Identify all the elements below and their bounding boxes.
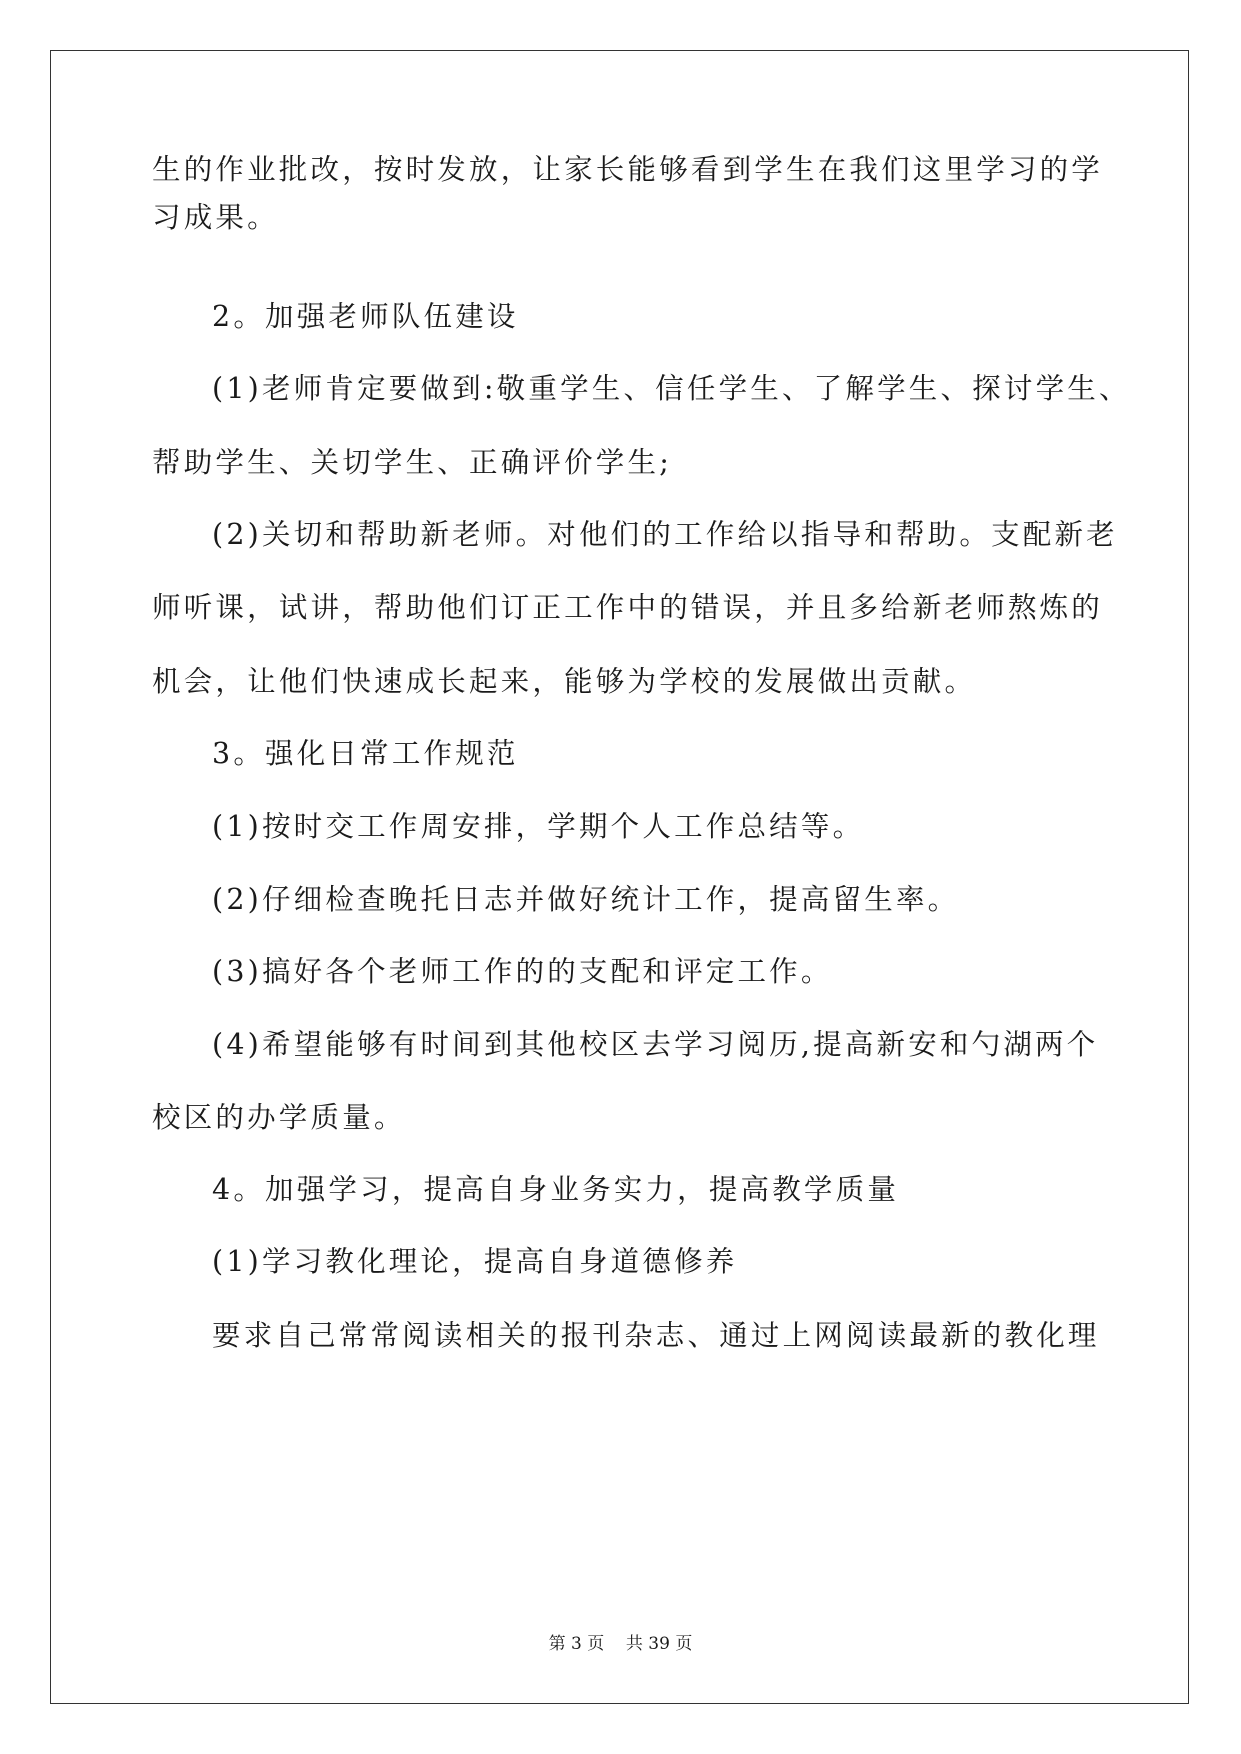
page-footer bbox=[0, 1632, 1241, 1656]
text-line: (1)按时交工作周安排，学期个人工作总结等。 bbox=[212, 810, 865, 843]
text-line: 生的作业批改，按时发放，让家长能够看到学生在我们这里学习的学 bbox=[152, 153, 1104, 186]
text-line: 要求自己常常阅读相关的报刊杂志、通过上网阅读最新的教化理 bbox=[212, 1319, 1100, 1352]
text-line: (2)仔细检查晚托日志并做好统计工作，提高留生率。 bbox=[212, 883, 960, 916]
section-heading: 4。加强学习，提高自身业务实力，提高教学质量 bbox=[212, 1173, 900, 1206]
section-heading: 3。强化日常工作规范 bbox=[212, 737, 519, 770]
text-line: (1)学习教化理论，提高自身道德修养 bbox=[212, 1245, 738, 1278]
text-line: 师听课，试讲，帮助他们订正工作中的错误，并且多给新老师熬炼的 bbox=[152, 591, 1104, 624]
text-line: (3)搞好各个老师工作的的支配和评定工作。 bbox=[212, 955, 833, 988]
page-number: 第 3 页 共 39 页 bbox=[548, 1634, 693, 1654]
text-line: 习成果。 bbox=[152, 201, 279, 234]
text-line: (2)关切和帮助新老师。对他们的工作给以指导和帮助。支配新老 bbox=[212, 518, 1118, 551]
text-line: (1)老师肯定要做到:敬重学生、信任学生、了解学生、探讨学生、 bbox=[212, 372, 1131, 405]
text-line: 校区的办学质量。 bbox=[152, 1101, 406, 1134]
section-heading: 2。加强老师队伍建设 bbox=[212, 300, 519, 333]
text-line: (4)希望能够有时间到其他校区去学习阅历,提高新安和勺湖两个 bbox=[212, 1028, 1099, 1061]
text-line: 机会，让他们快速成长起来，能够为学校的发展做出贡献。 bbox=[152, 665, 977, 698]
text-line: 帮助学生、关切学生、正确评价学生; bbox=[152, 446, 673, 479]
